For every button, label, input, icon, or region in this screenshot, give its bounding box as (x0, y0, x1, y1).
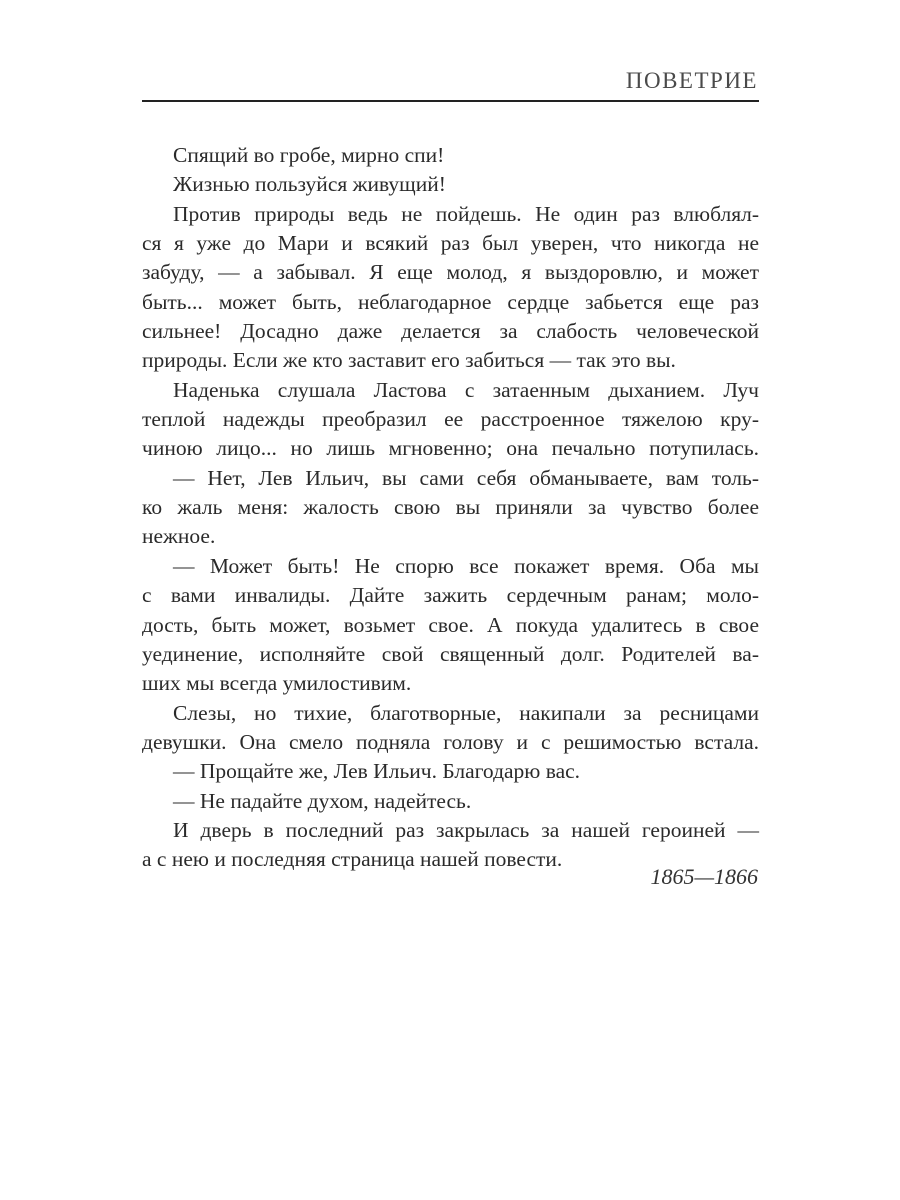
text-line: И дверь в последний раз закрылась за нашей героиней — (173, 817, 759, 842)
text-line: теплой надежды преобразил ее расстроенное тяжелою кру- (142, 407, 759, 432)
text-line: Слезы, но тихие, благотворные, накипали за ресницами (173, 700, 759, 725)
text-line: нежное. (142, 524, 216, 549)
text-line: дость, быть может, возьмет свое. А покуда удалитесь в свое (142, 612, 759, 637)
text-line: — Не падайте духом, надейтесь. (173, 788, 472, 813)
running-head: ПОВЕТРИЕ (625, 68, 758, 93)
text-line: забуду, — а забывал. Я еще молод, я выздоровлю, и может (142, 260, 759, 285)
text-line: а с нею и последняя страница нашей повести. (142, 847, 563, 872)
text-line: Спящий во гробе, мирно спи! (173, 143, 445, 167)
text-line: Жизнью пользуйся живущий! (173, 172, 446, 197)
text-line: ко жаль меня: жалость свою вы приняли за чувство более (142, 495, 759, 520)
date-line: 1865—1866 (650, 864, 758, 889)
text-line: — Может быть! Не спорю все покажет время. Оба мы (173, 553, 759, 578)
text-line: девушки. Она смело подняла голову и с решимостью встала. (142, 729, 759, 754)
text-line: быть... может быть, неблагодарное сердце забьется еще раз (142, 289, 759, 314)
text-line: с вами инвалиды. Дайте зажить сердечным ранам; моло- (142, 583, 759, 608)
text-line: ших мы всегда умилостивим. (142, 671, 412, 696)
text-line: — Прощайте же, Лев Ильич. Благодарю вас. (173, 759, 581, 784)
header-rule (142, 100, 759, 102)
text-line: Наденька слушала Ластова с затаенным дыханием. Луч (173, 377, 759, 402)
body-text (142, 141, 759, 875)
text-line: сильнее! Досадно даже делается за слабость человеческой (142, 319, 759, 344)
text-line: чиною лицо... но лишь мгновенно; она печально потупилась. (142, 436, 759, 461)
text-line: природы. Если же кто заставит его забиться — так это вы. (142, 348, 676, 373)
text-line: Против природы ведь не пойдешь. Не один раз влюблял- (173, 201, 759, 226)
text-line: — Нет, Лев Ильич, вы сами себя обманываете, вам толь- (173, 465, 759, 490)
text-line: ся я уже до Мари и всякий раз был уверен, что никогда не (142, 231, 759, 256)
text-line: уединение, исполняйте свой священный долг. Родителей ва- (142, 641, 759, 666)
